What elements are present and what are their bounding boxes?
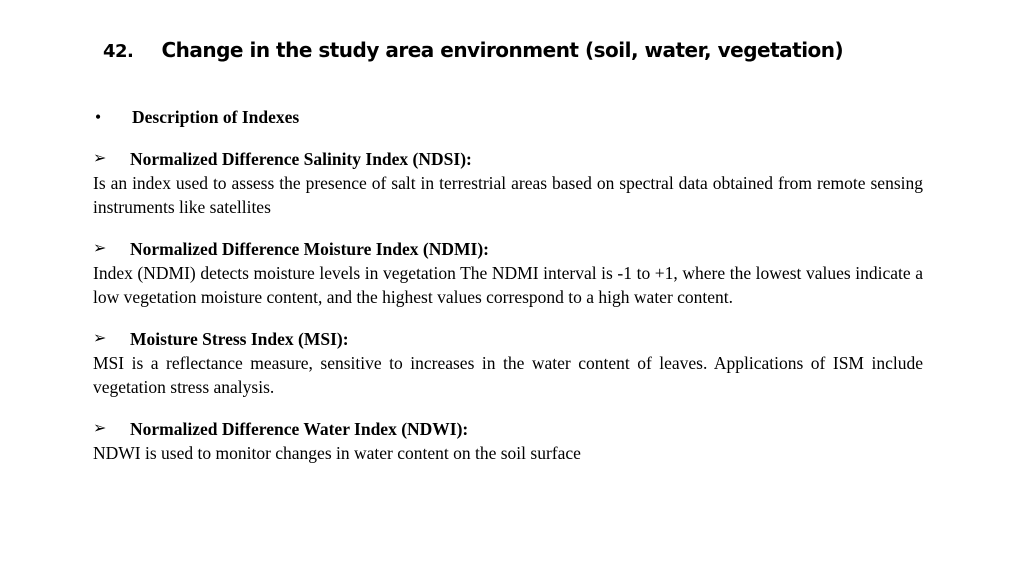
- section-ndsi: [93, 147, 923, 219]
- slide-number: 42.: [103, 41, 134, 62]
- slide-title-text: Change in the study area environment (soil, water, vegetation): [161, 38, 844, 62]
- bullet-icon: •: [95, 107, 102, 127]
- section-body: Index (NDMI) detects moisture levels in vegetation The NDMI interval is -1 to +1, where the lowest values indicate a low vegetation moisture content, and the highest values correspond to a high water content.: [93, 263, 923, 307]
- section-body: MSI is a reflectance measure, sensitive to increases in the water content of leaves. Applications of ISM include vegetation stress analysis.: [93, 353, 923, 397]
- section-ndwi: [93, 417, 923, 465]
- section-heading-text: Normalized Difference Moisture Index (NDMI):: [130, 239, 489, 259]
- slide-content: [93, 105, 923, 483]
- section-heading: [93, 237, 923, 261]
- section-heading-text: Moisture Stress Index (MSI):: [130, 329, 349, 349]
- bullet-heading-text: Description of Indexes: [132, 107, 300, 127]
- section-heading-text: Normalized Difference Water Index (NDWI):: [130, 419, 469, 439]
- bullet-heading: [93, 105, 923, 129]
- section-ndmi: [93, 237, 923, 309]
- slide-title: [103, 38, 843, 62]
- section-heading-text: Normalized Difference Salinity Index (NDSI):: [130, 149, 472, 169]
- section-heading: [93, 417, 923, 441]
- arrow-bullet-icon: ➢: [93, 420, 107, 437]
- arrow-bullet-icon: ➢: [93, 150, 107, 167]
- arrow-bullet-icon: ➢: [93, 240, 107, 257]
- section-heading: [93, 147, 923, 171]
- section-heading: [93, 327, 923, 351]
- section-body: NDWI is used to monitor changes in water content on the soil surface: [93, 443, 581, 463]
- section-body: Is an index used to assess the presence of salt in terrestrial areas based on spectral data obtained from remote sensing instruments like satellites: [93, 173, 923, 217]
- section-msi: [93, 327, 923, 399]
- arrow-bullet-icon: ➢: [93, 330, 107, 347]
